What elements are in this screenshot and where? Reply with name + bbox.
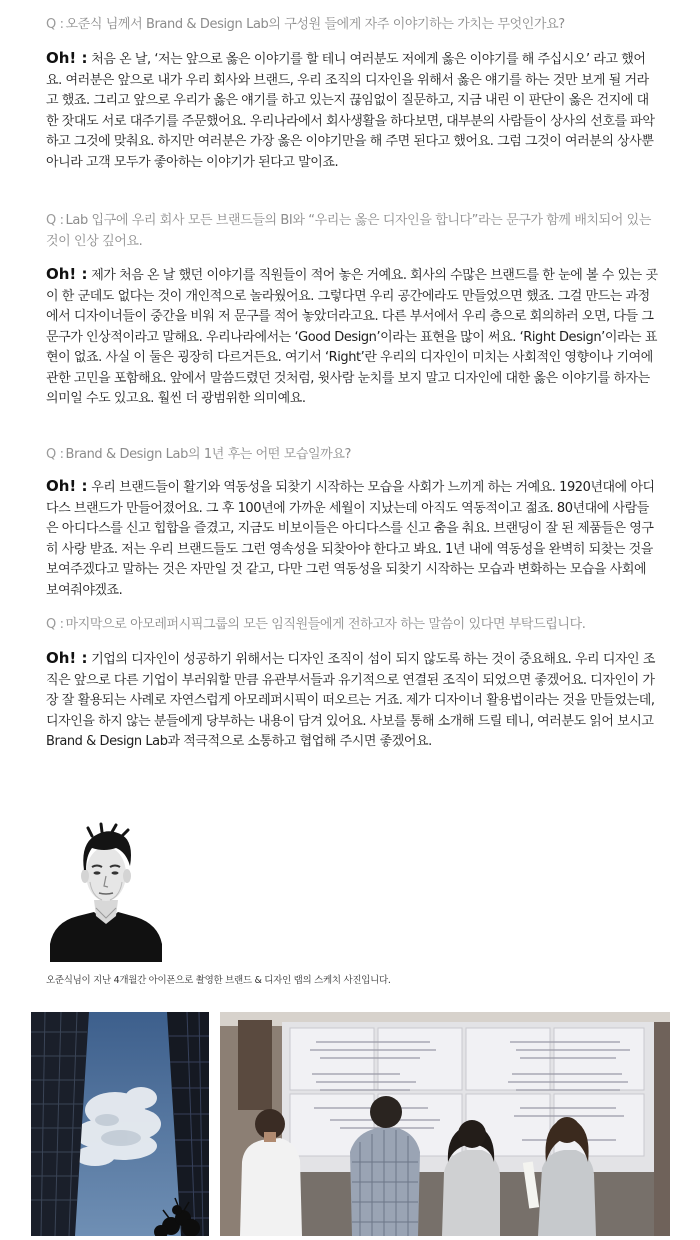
- question-2: [46, 210, 658, 252]
- answer-marker: Oh! :: [46, 649, 88, 667]
- question-text: Lab 입구에 우리 회사 모든 브랜드들의 BI와 “우리는 옳은 디자인을 합니다”라는 문구가 함께 배치되어 있는 것이 인상 깊어요.: [46, 213, 652, 249]
- answer-3: [46, 476, 658, 601]
- question-1: [46, 14, 565, 35]
- answer-text: 우리 브랜드들이 활기와 역동성을 되찾기 시작하는 모습을 사회가 느끼게 하는 거예요. 1920년대에 아디다스 브랜드가 만들어졌어요. 그 후 100년에 가까운 세월이 지났는데 아직도 역동적이고 젊죠. 80년대에 사람들은 아디다스를 신고 힙합을 즐겼고, 지금도 비보이들은 아디다스를 신고 춤을 춰요. 브랜딩이 잘 된 제품들은 영구히 사랑 받죠. 저는 우리 브랜드들도 그런 영속성을 되찾아야 한다고 봐요. 1년 내에 역동성을 완벽히 되찾는 것을 보여주겠다고 말하는 것은 자만일 것 같고, 다만 그런 역동성을 되찾기 시작하는 모습과 변화하는 모습을 사회에 보여줘야겠죠.: [46, 480, 655, 598]
- meeting-photo: [220, 1012, 670, 1236]
- question-marker: Q :: [46, 17, 64, 32]
- photo-caption: 오준식님이 지난 4개월간 아이폰으로 촬영한 브랜드 & 디자인 랩의 스케치 사진입니다.: [46, 975, 391, 986]
- question-4: [46, 614, 585, 635]
- answer-1: [46, 48, 658, 173]
- question-marker: Q :: [46, 213, 64, 228]
- question-marker: Q :: [46, 617, 64, 632]
- answer-marker: Oh! :: [46, 49, 88, 67]
- answer-text: 기업의 디자인이 성공하기 위해서는 디자인 조직이 섬이 되지 않도록 하는 것이 중요해요. 우리 디자인 조직은 앞으로 다른 기업이 부러워할 만큼 유관부서들과 유기적으로 연결된 조직이 되었으면 좋겠어요. 디자인이 가장 잘 활용되는 사례로 자연스럽게 아모레퍼시픽이 떠오르는 거죠. 제가 디자이너 활용법이라는 것을 만들었는데, 디자인을 하지 않는 분들에게 당부하는 내용이 담겨 있어요. 사보를 통해 소개해 드릴 테니, 여러분도 읽어 보시고 Brand & Design Lab과 적극적으로 소통하고 협업해 주시면 좋겠어요.: [46, 652, 655, 749]
- question-text: Brand & Design Lab의 1년 후는 어떤 모습일까요?: [65, 447, 351, 462]
- question-marker: Q :: [46, 447, 64, 462]
- answer-text: 제가 처음 온 날 했던 이야기를 직원들이 적어 놓은 거예요. 회사의 수많은 브랜드를 한 눈에 볼 수 있는 곳이 한 군데도 없다는 것이 개인적으로 놀라웠어요. 그렇다면 우리 공간에라도 만들었으면 했죠. 그걸 만드는 과정에서 디자이너들이 중간을 비워 저 문구를 적어 놓았더라고요. 다른 부서에서 우리 층으로 회의하러 오면, 다들 그 문구가 인상적이라고 말해요. 우리나라에서는 ‘Good Design’이라는 표현을 많이 써요. ‘Right Design’이라는 표현이 없죠. 사실 이 둘은 굉장히 다르거든요. 여기서 ‘Right’란 우리의 디자인이 미치는 사회적인 영향이나 기여에 관한 고민을 포함해요. 앞에서 말씀드렸던 것처럼, 윗사람 눈치를 보지 말고 디자인에 대한 옳은 이야기를 하자는 의미일 수도 있고요. 훨씬 더 광범위한 의미예요.: [46, 268, 658, 406]
- question-text: 마지막으로 아모레퍼시픽그룹의 모든 임직원들에게 전하고자 하는 말씀이 있다면 부탁드립니다.: [65, 617, 586, 632]
- question-text: 오준식 님께서 Brand & Design Lab의 구성원 들에게 자주 이야기하는 가치는 무엇인가요?: [65, 17, 565, 32]
- question-3: [46, 444, 351, 465]
- portrait-photo: [46, 822, 166, 962]
- answer-text: 처음 온 날, ‘저는 앞으로 옳은 이야기를 할 테니 여러분도 저에게 옳은 이야기를 해 주십시오’ 라고 했어요. 여러분은 앞으로 내가 우리 회사와 브랜드, 우리 조직의 디자인을 위해서 옳은 얘기를 하는 것만 보게 될 거라고 했죠. 그리고 앞으로 우리가 옳은 얘기를 하고 있는지 끊임없이 질문하고, 지금 내린 이 판단이 옳은 건지에 대한 잣대도 서로 대주기를 주문했어요. 우리나라에서 회사생활을 하다보면, 대부분의 사람들이 상사의 선호를 파악하고 그것에 맞춰요. 하지만 여러분은 가장 옳은 이야기만을 해 주면 된다고 했어요. 그럼 그것이 여러분의 상사뿐 아니라 고객 모두가 좋아하는 이야기가 된다고 말이죠.: [46, 52, 655, 170]
- answer-2: [46, 264, 658, 410]
- answer-4: [46, 648, 658, 753]
- answer-marker: Oh! :: [46, 265, 88, 283]
- sky-buildings-photo: [31, 1012, 209, 1236]
- answer-marker: Oh! :: [46, 477, 88, 495]
